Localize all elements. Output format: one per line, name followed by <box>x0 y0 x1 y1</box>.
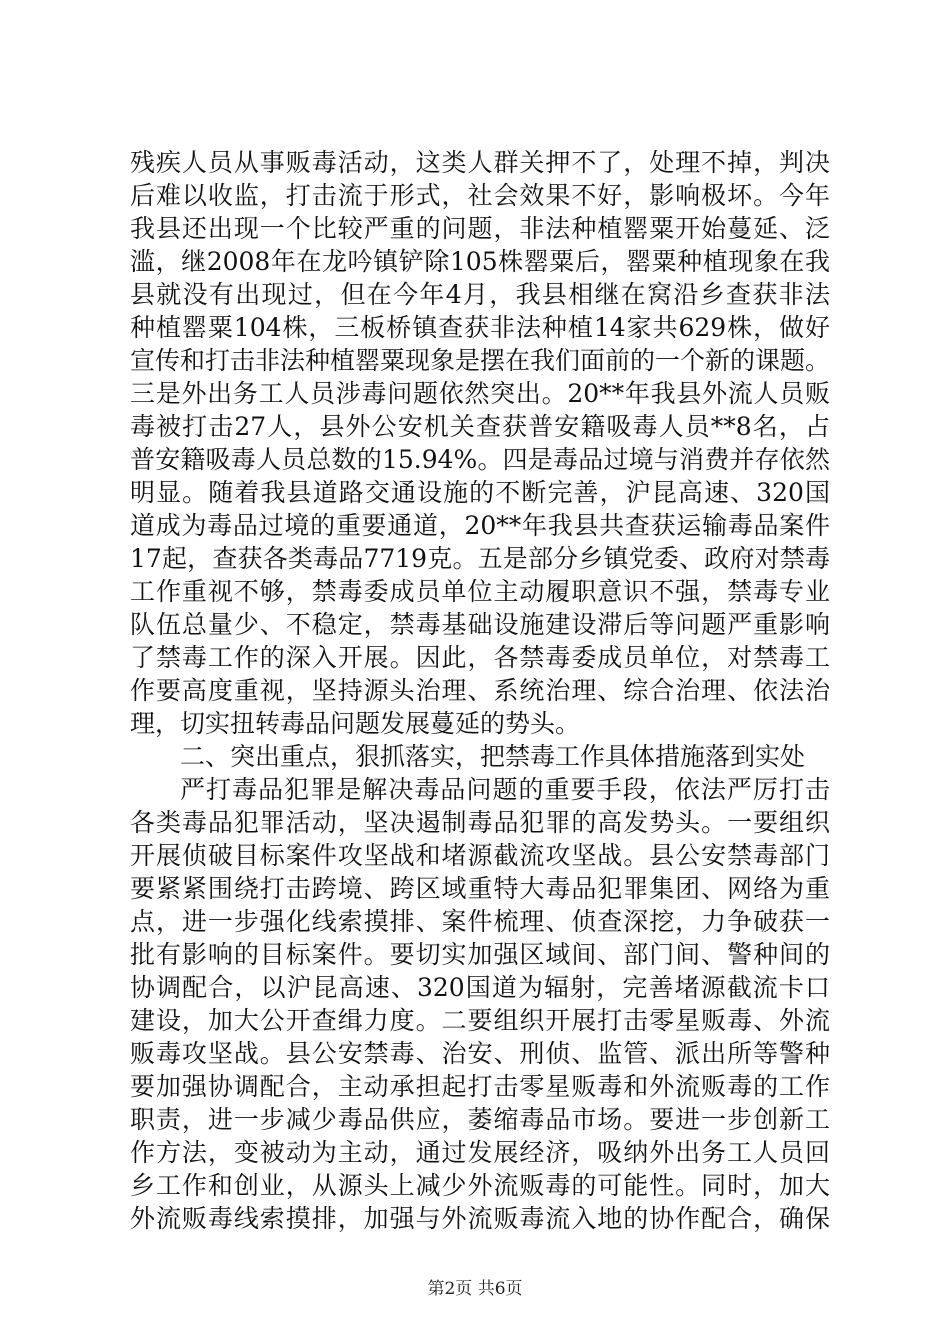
text-line: 毒被打击27人，县外公安机关查获普安籍吸毒人员**8名，占 <box>130 412 830 441</box>
text-line: 我县还出现一个比较严重的问题，非法种植罂粟开始蔓延、泛 <box>130 214 830 243</box>
text-line: 队伍总量少、不稳定，禁毒基础设施建设滞后等问题严重影响 <box>130 610 830 639</box>
text-line: 外流贩毒线索摸排，加强与外流贩毒流入地的协作配合，确保 <box>130 1204 830 1233</box>
text-line: 种植罂粟104株，三板桥镇查获非法种植14家共629株，做好 <box>130 313 830 342</box>
section-heading: 二、突出重点，狠抓落实，把禁毒工作具体措施落到实处 <box>180 742 806 771</box>
page-footer: 第2页 共6页 <box>427 1279 523 1299</box>
text-line: 理，切实扭转毒品问题发展蔓延的势头。 <box>130 709 581 738</box>
text-line: 滥，继2008年在龙吟镇铲除105株罂粟后，罂粟种植现象在我 <box>130 247 830 276</box>
text-line: 贩毒攻坚战。县公安禁毒、治安、刑侦、监管、派出所等警种 <box>130 1039 830 1068</box>
text-line: 明显。随着我县道路交通设施的不断完善，沪昆高速、320国 <box>130 478 830 507</box>
text-line: 严打毒品犯罪是解决毒品问题的重要手段，依法严厉打击 <box>180 775 830 804</box>
text-line: 工作重视不够，禁毒委成员单位主动履职意识不强，禁毒专业 <box>130 577 830 606</box>
text-line: 协调配合，以沪昆高速、320国道为辐射，完善堵源截流卡口 <box>130 973 830 1002</box>
text-line: 要紧紧围绕打击跨境、跨区域重特大毒品犯罪集团、网络为重 <box>130 874 830 903</box>
body-text <box>130 146 830 1235</box>
text-line: 点，进一步强化线索摸排、案件梳理、侦查深挖，力争破获一 <box>130 907 830 936</box>
text-line: 三是外出务工人员涉毒问题依然突出。20**年我县外流人员贩 <box>130 379 830 408</box>
text-line: 普安籍吸毒人员总数的15.94%。四是毒品过境与消费并存依然 <box>130 445 830 474</box>
text-line: 乡工作和创业，从源头上减少外流贩毒的可能性。同时，加大 <box>130 1171 830 1200</box>
text-line: 后难以收监，打击流于形式，社会效果不好，影响极坏。今年 <box>130 181 830 210</box>
text-line: 残疾人员从事贩毒活动，这类人群关押不了，处理不掉，判决 <box>130 148 830 177</box>
text-line: 要加强协调配合，主动承担起打击零星贩毒和外流贩毒的工作 <box>130 1072 830 1101</box>
text-line: 建设，加大公开查缉力度。二要组织开展打击零星贩毒、外流 <box>130 1006 830 1035</box>
text-line: 作方法，变被动为主动，通过发展经济，吸纳外出务工人员回 <box>130 1138 830 1167</box>
text-line: 职责，进一步减少毒品供应，萎缩毒品市场。要进一步创新工 <box>130 1105 830 1134</box>
text-line: 了禁毒工作的深入开展。因此，各禁毒委成员单位，对禁毒工 <box>130 643 830 672</box>
text-line: 各类毒品犯罪活动，坚决遏制毒品犯罪的高发势头。一要组织 <box>130 808 830 837</box>
text-line: 批有影响的目标案件。要切实加强区域间、部门间、警种间的 <box>130 940 830 969</box>
text-line: 县就没有出现过，但在今年4月，我县相继在窝沿乡查获非法 <box>130 280 830 309</box>
text-line: 宣传和打击非法种植罂粟现象是摆在我们面前的一个新的课题。 <box>130 346 831 375</box>
text-line: 道成为毒品过境的重要通道，20**年我县共查获运输毒品案件 <box>130 511 830 540</box>
text-line: 17起，查获各类毒品7719克。五是部分乡镇党委、政府对禁毒 <box>130 544 830 573</box>
text-line: 作要高度重视，坚持源头治理、系统治理、综合治理、依法治 <box>130 676 830 705</box>
text-line: 开展侦破目标案件攻坚战和堵源截流攻坚战。县公安禁毒部门 <box>130 841 830 870</box>
